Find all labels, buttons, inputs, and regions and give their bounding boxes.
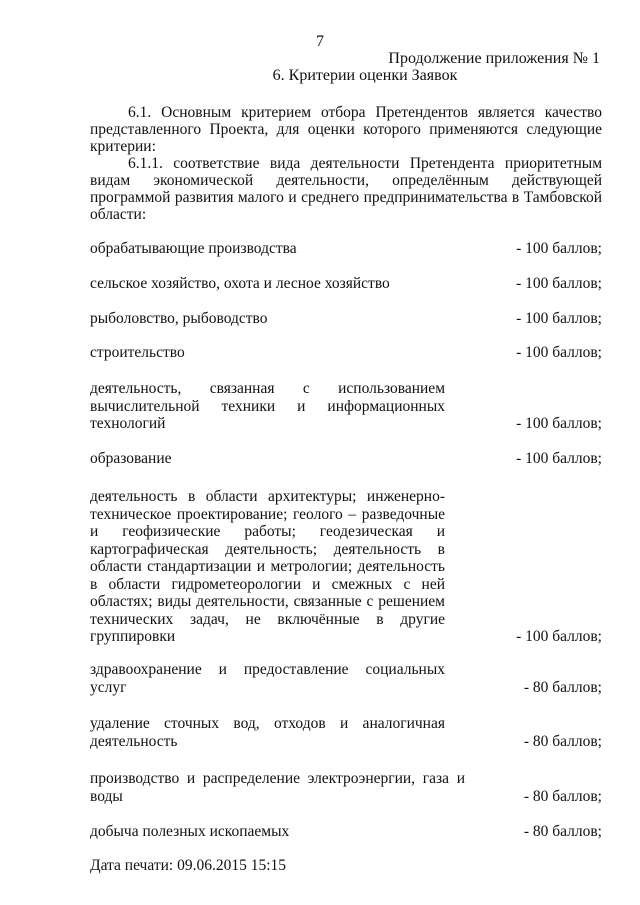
criterion-score: - 80 баллов; bbox=[523, 732, 602, 750]
criterion-label: деятельность в области архитектуры; инженерно-техническое проектирование; геолого – разведочные и геофизические работы; геодезическая и картографическая деятельность; деятельность в области стандартизации и метрологии; деятельность в области гидрометеорологии и смежных с ней областях; виды деятельности, связанные с решением технических задач, не включённые в другие группировки bbox=[90, 488, 445, 645]
section-title: 6. Критерии оценки Заявок bbox=[272, 67, 458, 84]
page-number: 7 bbox=[316, 33, 324, 50]
print-date: Дата печати: 09.06.2015 15:15 bbox=[90, 857, 287, 874]
criterion-label: рыболовство, рыбоводство bbox=[90, 310, 268, 327]
criterion-row bbox=[90, 450, 602, 468]
criterion-row bbox=[90, 310, 602, 328]
criterion-score: - 100 баллов; bbox=[516, 310, 602, 327]
criterion-score: - 100 баллов; bbox=[516, 450, 602, 467]
criterion-score: - 100 баллов; bbox=[516, 415, 602, 432]
paragraph-6-1-1: 6.1.1. соответствие вида деятельности Претендента приоритетным видам экономической деятельности, определённым действующей программой развития малого и среднего предпринимательства в Тамбовской области: bbox=[90, 155, 602, 223]
criterion-score: - 100 баллов; bbox=[516, 275, 602, 292]
criterion-score: - 80 баллов; bbox=[523, 823, 602, 840]
criterion-row bbox=[90, 488, 602, 646]
appendix-note: Продолжение приложения № 1 bbox=[388, 50, 600, 67]
criterion-row bbox=[90, 380, 602, 433]
criterion-label: строительство bbox=[90, 344, 185, 361]
criterion-label: деятельность, связанная с использованием вычислительной техники и информационных технологий bbox=[90, 380, 445, 432]
criterion-row bbox=[90, 344, 602, 362]
criterion-label: удаление сточных вод, отходов и аналогичная деятельность bbox=[90, 715, 445, 750]
criterion-row bbox=[90, 240, 602, 258]
criterion-score: - 100 баллов; bbox=[516, 628, 602, 645]
criterion-row bbox=[90, 661, 602, 696]
criterion-row bbox=[90, 770, 602, 805]
criterion-label: добыча полезных ископаемых bbox=[90, 823, 290, 840]
criterion-score: - 80 баллов; bbox=[523, 787, 602, 805]
criterion-label: обрабатывающие производства bbox=[90, 240, 297, 257]
paragraph-6-1: 6.1. Основным критерием отбора Претендентов является качество представленного Проекта, для оценки которого применяются следующие критерии: bbox=[90, 104, 602, 155]
criterion-score: - 100 баллов; bbox=[516, 240, 602, 257]
criterion-row bbox=[90, 275, 602, 293]
criterion-score: - 80 баллов; bbox=[523, 678, 602, 696]
criterion-score: - 100 баллов; bbox=[516, 344, 602, 361]
criterion-label: образование bbox=[90, 450, 172, 467]
criterion-row bbox=[90, 715, 602, 750]
criterion-label: производство и распределение электроэнергии, газа и воды bbox=[90, 770, 465, 805]
criterion-label: сельское хозяйство, охота и лесное хозяйство bbox=[90, 275, 390, 292]
criterion-label: здравоохранение и предоставление социальных услуг bbox=[90, 661, 445, 696]
criterion-row bbox=[90, 823, 602, 841]
